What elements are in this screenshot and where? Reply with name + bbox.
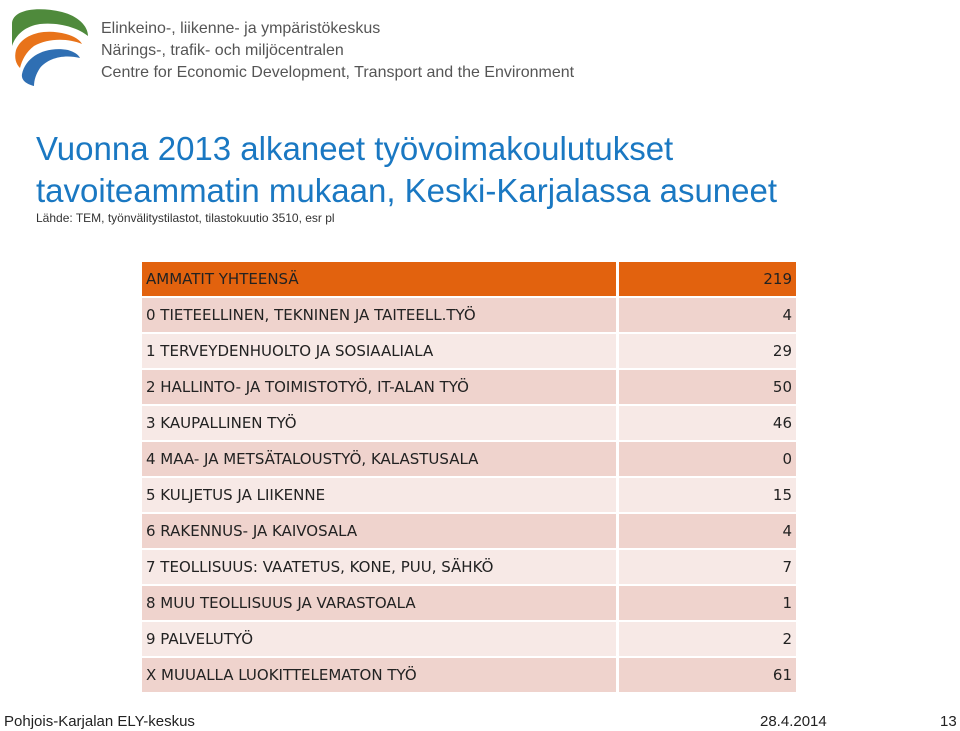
table-total-row xyxy=(142,262,796,298)
row-value: 4 xyxy=(619,514,796,550)
table-row xyxy=(142,622,796,658)
row-label: X MUUALLA LUOKITTELEMATON TYÖ xyxy=(142,658,619,694)
slide-title-line-2: tavoiteammatin mukaan, Keski-Karjalassa asuneet xyxy=(36,172,778,209)
row-label: 2 HALLINTO- JA TOIMISTOTYÖ, IT-ALAN TYÖ xyxy=(142,370,619,406)
row-label: 4 MAA- JA METSÄTALOUSTYÖ, KALASTUSALA xyxy=(142,442,619,478)
row-label: 3 KAUPALLINEN TYÖ xyxy=(142,406,619,442)
footer-page-number: 13 xyxy=(940,713,957,730)
row-label: 5 KULJETUS JA LIIKENNE xyxy=(142,478,619,514)
row-value: 0 xyxy=(619,442,796,478)
table-row xyxy=(142,478,796,514)
row-label: 0 TIETEELLINEN, TEKNINEN JA TAITEELL.TYÖ xyxy=(142,298,619,334)
row-value: 1 xyxy=(619,586,796,622)
row-value: 29 xyxy=(619,334,796,370)
row-value: 15 xyxy=(619,478,796,514)
table-row xyxy=(142,586,796,622)
table-row xyxy=(142,370,796,406)
table-row xyxy=(142,298,796,334)
slide-title-line-1: Vuonna 2013 alkaneet työvoimakoulutukset xyxy=(36,130,674,167)
table-row xyxy=(142,334,796,370)
footer-organization: Pohjois-Karjalan ELY-keskus xyxy=(4,713,195,730)
table-row xyxy=(142,406,796,442)
row-value: 61 xyxy=(619,658,796,694)
source-note: Lähde: TEM, työnvälitystilastot, tilastokuutio 3510, esr pl xyxy=(36,211,335,225)
row-value: 7 xyxy=(619,550,796,586)
row-label: 8 MUU TEOLLISUUS JA VARASTOALA xyxy=(142,586,619,622)
org-name-en: Centre for Economic Development, Transport and the Environment xyxy=(101,64,575,81)
row-value: 50 xyxy=(619,370,796,406)
row-label: 7 TEOLLISUUS: VAATETUS, KONE, PUU, SÄHKÖ xyxy=(142,550,619,586)
occupation-table xyxy=(142,262,796,694)
table-row xyxy=(142,514,796,550)
row-value: 4 xyxy=(619,298,796,334)
slide-title xyxy=(36,128,777,212)
table-row xyxy=(142,658,796,694)
row-label: 1 TERVEYDENHUOLTO JA SOSIAALIALA xyxy=(142,334,619,370)
table-row xyxy=(142,550,796,586)
table-row xyxy=(142,442,796,478)
row-label: 6 RAKENNUS- JA KAIVOSALA xyxy=(142,514,619,550)
row-value: 46 xyxy=(619,406,796,442)
row-value: 2 xyxy=(619,622,796,658)
organization-names xyxy=(101,18,574,84)
total-label: AMMATIT YHTEENSÄ xyxy=(142,262,619,298)
footer-date: 28.4.2014 xyxy=(760,713,827,730)
org-name-fi: Elinkeino-, liikenne- ja ympäristökeskus xyxy=(101,20,381,37)
row-label: 9 PALVELUTYÖ xyxy=(142,622,619,658)
org-name-sv: Närings-, trafik- och miljöcentralen xyxy=(101,42,344,59)
ely-leaf-logo-icon xyxy=(4,4,90,90)
total-value: 219 xyxy=(619,262,796,298)
